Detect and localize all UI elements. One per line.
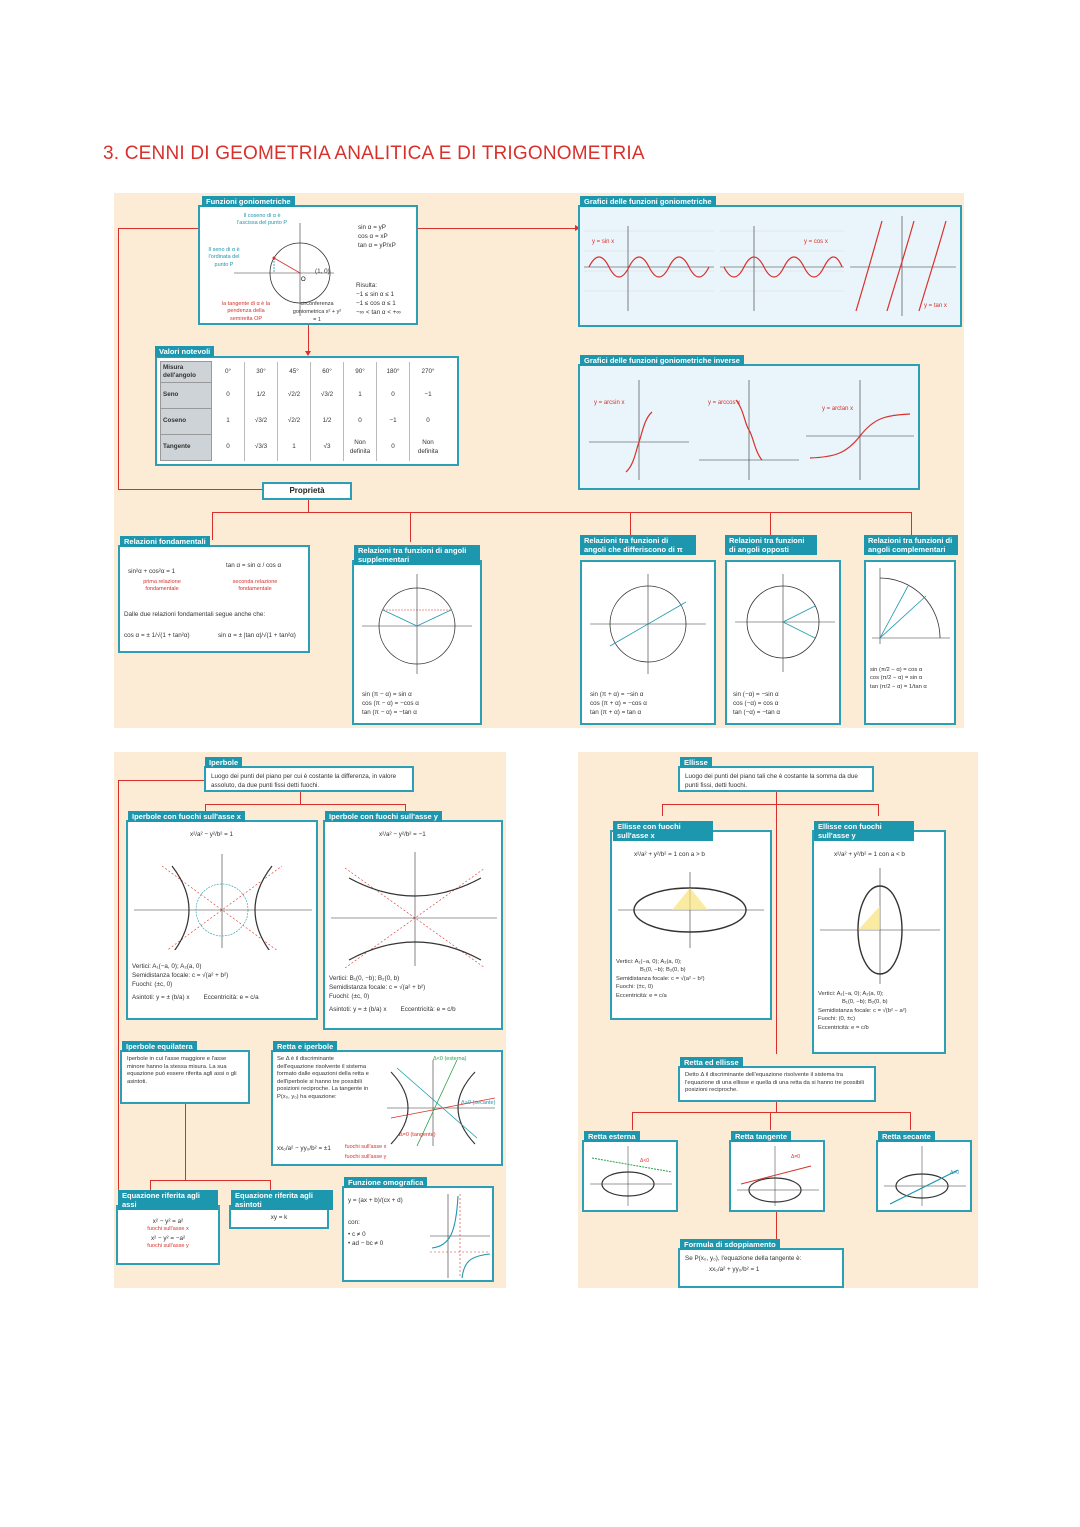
diff-cos: cos (π + α) = −cos α xyxy=(590,700,647,708)
relazione-2: tan α = sin α / cos α xyxy=(226,562,282,569)
ellisse-x-vertici: Vertici: A₁(−a, 0); A₂(a, 0); xyxy=(616,959,682,965)
funzioni-header: Funzioni goniometriche xyxy=(202,196,295,207)
complementari-diagram xyxy=(870,566,952,646)
iperbole-x-diagram xyxy=(132,850,314,950)
table-row: Seno 0 1/2 √2/2 √3/2 1 0 −1 xyxy=(161,383,447,409)
funzioni-goniometriche-box xyxy=(198,205,418,325)
assi-note2: fuochi sull'asse y xyxy=(147,1243,189,1250)
ellisse-y-box xyxy=(812,830,946,1054)
suppl-tan: tan (π − α) = −tan α xyxy=(362,709,417,717)
iperbole-equilatera-box xyxy=(120,1050,250,1104)
iperbole-x-vertici: Vertici: A₁(−a, 0); A₂(a, 0) xyxy=(132,963,202,970)
retta-iperbole-tangente: Δ=0 (tangente) xyxy=(399,1132,436,1138)
retta-esterna-diagram xyxy=(588,1144,674,1208)
ellisse-x-eq: x²/a² + y²/b² = 1 con a > b xyxy=(634,851,705,858)
iperbole-y-eq: x²/a² − y²/b² = −1 xyxy=(379,831,426,838)
seno-note: Il seno di α è l'ordinata del punto P xyxy=(208,247,240,268)
retta-iperbole-esterna: Δ<0 (esterna) xyxy=(433,1056,467,1062)
compl-tan: tan (π/2 − α) = 1/tan α xyxy=(870,683,927,690)
sdoppiamento-eq: xx₀/a² + yy₀/b² = 1 xyxy=(709,1266,760,1274)
funzione-omografica-box: y = (ax + b)/(cx + d) con: • c ≠ 0 • ad − bc ≠ 0 xyxy=(342,1186,494,1282)
iperbole-y-header: Iperbole con fuochi sull'asse y xyxy=(325,811,442,822)
opposti-box xyxy=(725,560,841,725)
graph-label-arccos: y = arccos x xyxy=(708,400,741,406)
opp-tan: tan (−α) = −tan α xyxy=(733,709,781,717)
iperbole-y-diagram xyxy=(329,848,499,968)
iperbole-y-vertici: Vertici: B₁(0, −b); B₂(0, b) xyxy=(329,975,400,982)
retta-tangente-box xyxy=(729,1140,825,1212)
supplementari-diagram xyxy=(358,566,476,676)
bound-tan: −∞ < tan α < +∞ xyxy=(356,309,401,317)
relazione-1-note: prima relazione fondamentale xyxy=(143,579,181,593)
iperbole-y-fuochi: Fuochi: (±c, 0) xyxy=(329,993,370,1001)
iperbole-x-asintoti: Asintoti: y = ± (b/a) x xyxy=(132,994,190,1002)
ellisse-header: Ellisse xyxy=(680,757,712,768)
circonferenza-note: circonferenza goniometrica x² + y² = 1 xyxy=(292,301,342,323)
ellisse-y-diagram xyxy=(818,866,942,986)
grafici-box xyxy=(578,205,962,327)
relazione-2-note: seconda relazione fondamentale xyxy=(232,579,278,593)
ellisse-y-header: Ellisse con fuochi sull'asse y xyxy=(814,821,914,841)
derivata-1: cos α = ± 1/√(1 + tan²α) xyxy=(124,632,190,639)
graph-label-sin: y = sin x xyxy=(592,239,615,245)
retta-secante-box xyxy=(876,1140,972,1212)
differiscono-header: Relazioni tra funzioni di angoli che differiscono di π xyxy=(580,535,696,555)
opp-sin: sin (−α) = −sin α xyxy=(733,691,779,698)
grafici-header: Grafici delle funzioni goniometriche xyxy=(580,196,716,207)
ellisse-y-vertici-b: B₁(0, −b); B₂(0, b) xyxy=(842,999,888,1006)
ellisse-def-box xyxy=(678,766,874,792)
formula-sin: sin α = yP xyxy=(358,224,386,231)
graph-label-tan: y = tan x xyxy=(924,303,947,309)
graph-label-arctan: y = arctan x xyxy=(822,406,854,412)
suppl-sin: sin (π − α) = sin α xyxy=(362,691,412,698)
complementari-box xyxy=(864,560,956,725)
esterna-delta: Δ<0 xyxy=(640,1158,650,1164)
omog-con: con: xyxy=(348,1219,360,1226)
ellisse-x-eccentricita: Eccentricità: e = c/a xyxy=(616,992,667,999)
relazioni-fondamentali-header: Relazioni fondamentali xyxy=(120,536,210,547)
iperbole-y-box xyxy=(323,820,503,1030)
svg-text:O: O xyxy=(301,277,306,283)
retta-ellisse-box xyxy=(678,1066,876,1102)
asintoti-eq: xy = k xyxy=(270,1214,288,1221)
table-row: Misura dell'angolo 0° 30° 45° 60° 90° 180° 270° xyxy=(161,362,447,383)
sdoppiamento-text: Se P(x₀, y₀), l'equazione della tangente è: xyxy=(685,1255,802,1262)
differiscono-diagram xyxy=(586,566,710,676)
sdoppiamento-header: Formula di sdoppiamento xyxy=(680,1239,780,1250)
graph-label-cos: y = cos x xyxy=(804,239,828,245)
opp-cos: cos (−α) = cos α xyxy=(733,700,779,708)
iperbole-header: Iperbole xyxy=(205,757,242,768)
ellisse-y-fuochi: Fuochi: (0, ±c) xyxy=(818,1016,856,1023)
retta-iperbole-note-x: fuochi sull'asse x xyxy=(345,1144,387,1150)
retta-secante-diagram xyxy=(882,1144,968,1208)
retta-iperbole-text: Se Δ è il discriminante dell'equazione risolvente il sistema formato dalle equazioni della retta e dell'iperbole si hanno tre possibili posizioni reciproche. La tangente in P(x₀, y₀) ha equazione: xyxy=(277,1056,369,1100)
iperbole-y-eccentricita: Eccentricità: e = c/b xyxy=(400,1006,456,1014)
derivata-2: sin α = ± |tan α|/√(1 + tan²α) xyxy=(218,632,296,639)
opposti-diagram xyxy=(731,566,837,676)
iperbole-eq-text: Iperbole in cui l'asse maggiore e l'asse minore hanno la stessa misura. La sua equazione può essere riferita agli assi o gli asintoti. xyxy=(127,1056,237,1085)
omog-cond-1: c ≠ 0 xyxy=(351,1231,366,1238)
retta-iperbole-note-y: fuochi sull'asse y xyxy=(345,1154,387,1160)
iperbole-y-asintoti: Asintoti: y = ± (b/a) x xyxy=(329,1006,387,1014)
sdoppiamento-box xyxy=(678,1248,844,1288)
point-label: (1, 0) xyxy=(315,268,330,275)
iperbole-x-box xyxy=(126,820,318,1020)
valori-notevoli-box xyxy=(155,356,459,466)
compl-sin: sin (π/2 − α) = cos α xyxy=(870,667,923,673)
table-row: Coseno 1 √3/2 √2/2 1/2 0 −1 0 xyxy=(161,409,447,435)
retta-esterna-box xyxy=(582,1140,678,1212)
graph-label-arcsin: y = arcsin x xyxy=(594,400,625,406)
assi-note1: fuochi sull'asse x xyxy=(147,1226,189,1233)
ellisse-x-box xyxy=(610,830,772,1020)
supplementari-box xyxy=(352,560,482,725)
formula-cos: cos α = xP xyxy=(358,233,388,241)
iperbole-def: Luogo dei punti del piano per cui è costante la differenza, in valore assoluto, da due punti fissi detti fuochi. xyxy=(211,773,397,790)
valori-table xyxy=(160,361,446,461)
suppl-cos: cos (π − α) = −cos α xyxy=(362,700,419,708)
differiscono-box xyxy=(580,560,716,725)
relazioni-text: Dalle due relazioni fondamentali segue anche che: xyxy=(124,611,266,618)
grafici-inverse-box xyxy=(578,364,920,490)
omografica-diagram xyxy=(428,1192,492,1280)
ellisse-x-vertici-b: B₁(0, −b); B₂(0, b) xyxy=(640,967,686,974)
ellisse-y-eq: x²/a² + y²/b² = 1 con a < b xyxy=(834,851,905,858)
omog-eq: y = (ax + b)/(cx + d) xyxy=(348,1197,403,1204)
retta-iperbole-eq: xx₀/a² − yy₀/b² = ±1 xyxy=(277,1145,331,1152)
ellisse-def: Luogo dei punti del piano tali che è costante la somma da due punti fissi, detti fuochi. xyxy=(685,773,858,790)
complementari-header: Relazioni tra funzioni di angoli complementari xyxy=(864,535,958,555)
assi-eq2: x² − y² = −a² xyxy=(150,1235,186,1243)
iperbole-x-eccentricita: Eccentricità: e = c/a xyxy=(203,994,259,1002)
trig-graphs xyxy=(584,211,956,323)
iperbole-x-eq: x²/a² − y²/b² = 1 xyxy=(190,831,234,838)
grafici-inverse-header: Grafici delle funzioni goniometriche inverse xyxy=(580,355,744,366)
bound-sin: −1 ≤ sin α ≤ 1 xyxy=(356,291,395,299)
iperbole-x-header: Iperbole con fuochi sull'asse x xyxy=(128,811,245,822)
ellisse-y-vertici: Vertici: A₁(−a, 0); A₂(a, 0); xyxy=(818,991,884,997)
proprieta-box: Proprietà xyxy=(262,482,352,500)
iperbole-x-semidistanza: Semidistanza focale: c = √(a² + b²) xyxy=(132,972,229,980)
omog-cond-2: ad − bc ≠ 0 xyxy=(351,1240,384,1248)
table-row: Tangente 0 √3/3 1 √3 Non definita 0 Non definita xyxy=(161,435,447,461)
retta-iperbole-secante: Δ>0 (secante) xyxy=(461,1100,496,1106)
retta-esterna-header: Retta esterna xyxy=(584,1131,640,1142)
tangente-note: la tangente di α è la pendenza della semiretta OP xyxy=(221,301,271,322)
retta-secante-header: Retta secante xyxy=(878,1131,935,1142)
ellisse-x-header: Ellisse con fuochi sull'asse x xyxy=(613,821,713,841)
relazione-1: sin²α + cos²α = 1 xyxy=(128,568,176,575)
retta-ellisse-text: Detto Δ il discriminante dell'equazione risolvente il sistema tra l'equazione di una ellisse e quella di una retta da si hanno tre possibili posizioni reciproche. xyxy=(685,1072,864,1094)
retta-tangente-header: Retta tangente xyxy=(731,1131,791,1142)
equazione-assi-header: Equazione riferita agli assi xyxy=(118,1190,218,1210)
iperbole-y-semidistanza: Semidistanza focale: c = √(a² + b²) xyxy=(329,984,426,992)
diff-tan: tan (π + α) = tan α xyxy=(590,709,642,717)
ellisse-x-semidistanza: Semidistanza focale: c = √(a² − b²) xyxy=(616,975,705,982)
retta-tangente-diagram xyxy=(735,1144,821,1208)
funzione-omografica-header: Funzione omografica xyxy=(344,1177,427,1188)
opposti-header: Relazioni tra funzioni di angoli opposti xyxy=(725,535,817,555)
inverse-trig-graphs xyxy=(584,370,916,486)
retta-iperbole-box xyxy=(271,1050,503,1166)
equazione-assi-box xyxy=(116,1205,220,1265)
equazione-asintoti-header: Equazione riferita agli asintoti xyxy=(231,1190,333,1210)
tangente-delta: Δ=0 xyxy=(791,1154,801,1160)
retta-ellisse-header: Retta ed ellisse xyxy=(680,1057,743,1068)
relazioni-fondamentali-box xyxy=(118,545,310,653)
ellisse-x-fuochi: Fuochi: (±c, 0) xyxy=(616,984,654,991)
ellisse-x-diagram xyxy=(616,870,766,950)
bound-cos: −1 ≤ cos α ≤ 1 xyxy=(356,300,396,308)
compl-cos: cos (π/2 − α) = sin α xyxy=(870,675,923,682)
assi-eq1: x² − y² = a² xyxy=(152,1218,184,1225)
risulta-label: Risulta: xyxy=(356,282,377,289)
iperbole-equilatera-header: Iperbole equilatera xyxy=(122,1041,197,1052)
ellisse-y-eccentricita: Eccentricità: e = c/b xyxy=(818,1024,869,1031)
supplementari-header: Relazioni tra funzioni di angoli supplementari xyxy=(354,545,480,565)
formula-tan: tan α = yP/xP xyxy=(358,242,396,250)
page-title: 3. CENNI DI GEOMETRIA ANALITICA E DI TRIGONOMETRIA xyxy=(103,143,645,164)
coseno-note: Il coseno di α è l'ascissa del punto P xyxy=(237,213,287,227)
valori-header: Valori notevoli xyxy=(155,346,214,357)
ellisse-y-semidistanza: Semidistanza focale: c = √(b² − a²) xyxy=(818,1007,907,1014)
iperbole-x-fuochi: Fuochi: (±c, 0) xyxy=(132,981,173,989)
secante-delta: Δ>0 xyxy=(950,1170,960,1176)
diff-sin: sin (π + α) = −sin α xyxy=(590,691,644,698)
retta-iperbole-header: Retta e iperbole xyxy=(273,1041,337,1052)
iperbole-def-box xyxy=(204,766,414,792)
